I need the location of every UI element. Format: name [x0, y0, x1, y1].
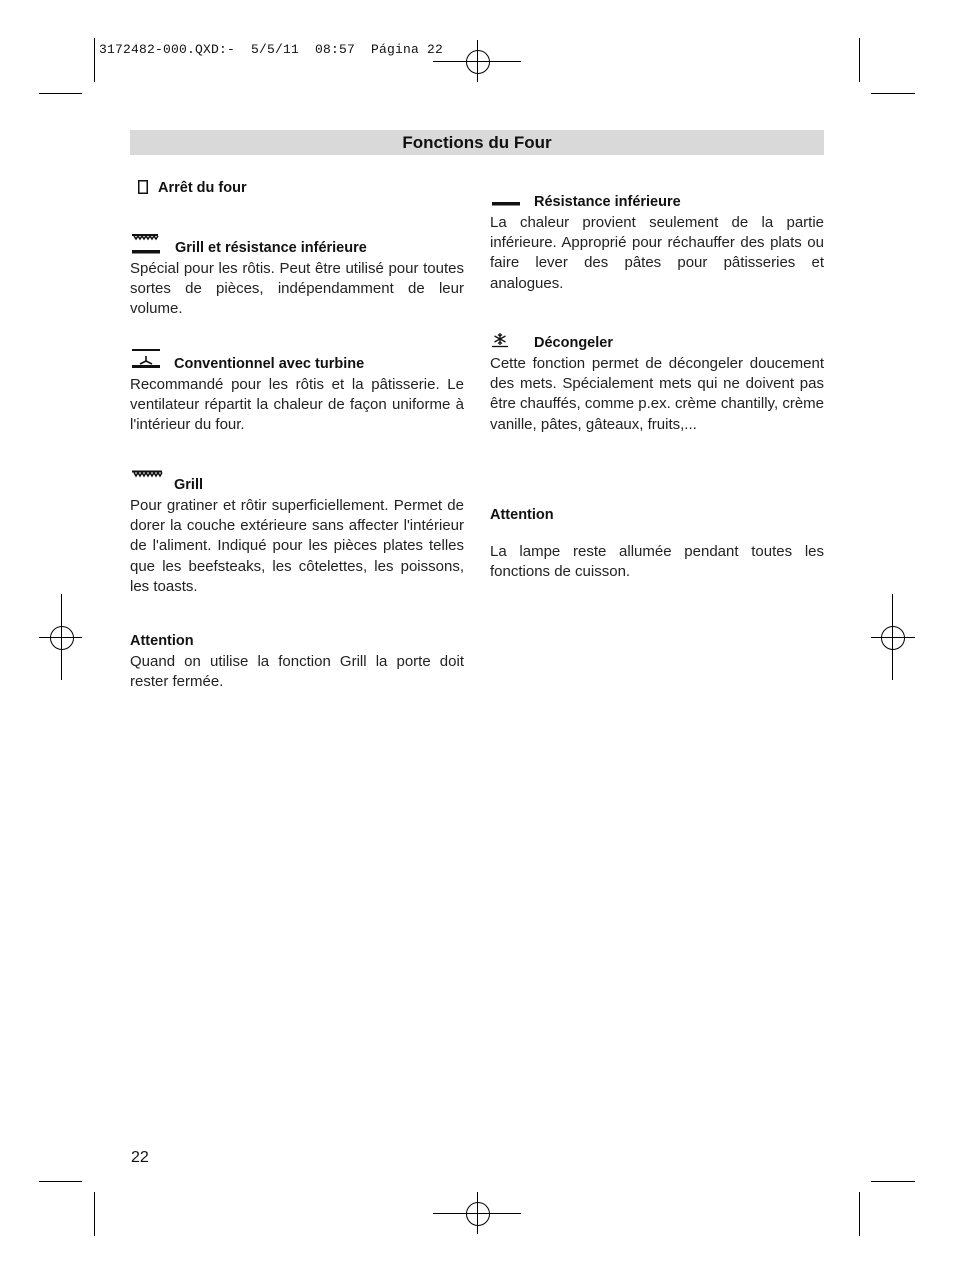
decongeler-text: Cette fonction permet de décongeler doucement des mets. Spécialement mets qui ne doivent pas être chauffés, comme p.ex. crème chantilly, crème vanille, pâtes, gâteaux, fruits,...: [490, 355, 824, 433]
grill-resistance-text: Spécial pour les rôtis. Peut être utilisé pour toutes sortes de pièces, indépendamment de leur volume.: [130, 260, 464, 318]
crop-mark: [859, 1192, 860, 1236]
registration-circle-icon: [881, 626, 905, 650]
attention-heading-left: Attention: [130, 633, 194, 649]
crop-mark: [39, 1181, 82, 1182]
crop-mark: [39, 93, 82, 94]
fan-with-elements-icon: [131, 348, 161, 370]
attention-heading-right: Attention: [490, 507, 554, 523]
section-title-banner: [130, 130, 824, 155]
crop-mark: [859, 38, 860, 82]
registration-circle-icon: [50, 626, 74, 650]
snowflake-icon: [490, 332, 510, 348]
conventionnel-heading: Conventionnel avec turbine: [174, 356, 365, 372]
section-title: Fonctions du Four: [402, 133, 552, 152]
grill-heading: Grill: [174, 477, 204, 493]
grill-icon: [131, 470, 163, 480]
crop-mark: [871, 93, 915, 94]
print-slug: 3172482-000.QXD:- 5/5/11 08:57 Página 22: [99, 42, 444, 57]
attention-text-right: La lampe reste allumée pendant toutes les fonctions de cuisson.: [490, 543, 824, 581]
square-outline-icon: [138, 180, 148, 194]
resistance-text: La chaleur provient seulement de la partie inférieure. Approprié pour réchauffer des plats ou faire lever des pâtes pour pâtisseries et analogues.: [490, 214, 824, 292]
grill-resistance-heading: Grill et résistance inférieure: [175, 240, 367, 256]
crop-mark: [871, 1181, 915, 1182]
conventionnel-text: Recommandé pour les rôtis et la pâtisserie. Le ventilateur répartit la chaleur de façon uniforme à l'intérieur du four.: [130, 376, 464, 434]
grill-and-lower-element-icon: [131, 233, 161, 255]
lower-element-icon: [491, 201, 521, 207]
arret-heading: Arrêt du four: [158, 180, 247, 196]
crop-mark: [94, 38, 95, 82]
registration-circle-icon: [466, 1202, 490, 1226]
page-number: 22: [131, 1149, 149, 1166]
resistance-heading: Résistance inférieure: [534, 194, 681, 210]
registration-circle-icon: [466, 50, 490, 74]
grill-text: Pour gratiner et rôtir superficiellement. Permet de dorer la couche extérieure sans affecter l'intérieur de l'aliment. Indiqué pour les pièces plates telles que les beefsteaks, les côtelettes, les poissons, les toasts.: [130, 497, 464, 595]
crop-mark: [94, 1192, 95, 1236]
attention-text-left: Quand on utilise la fonction Grill la porte doit rester fermée.: [130, 653, 464, 691]
decongeler-heading: Décongeler: [534, 335, 613, 351]
